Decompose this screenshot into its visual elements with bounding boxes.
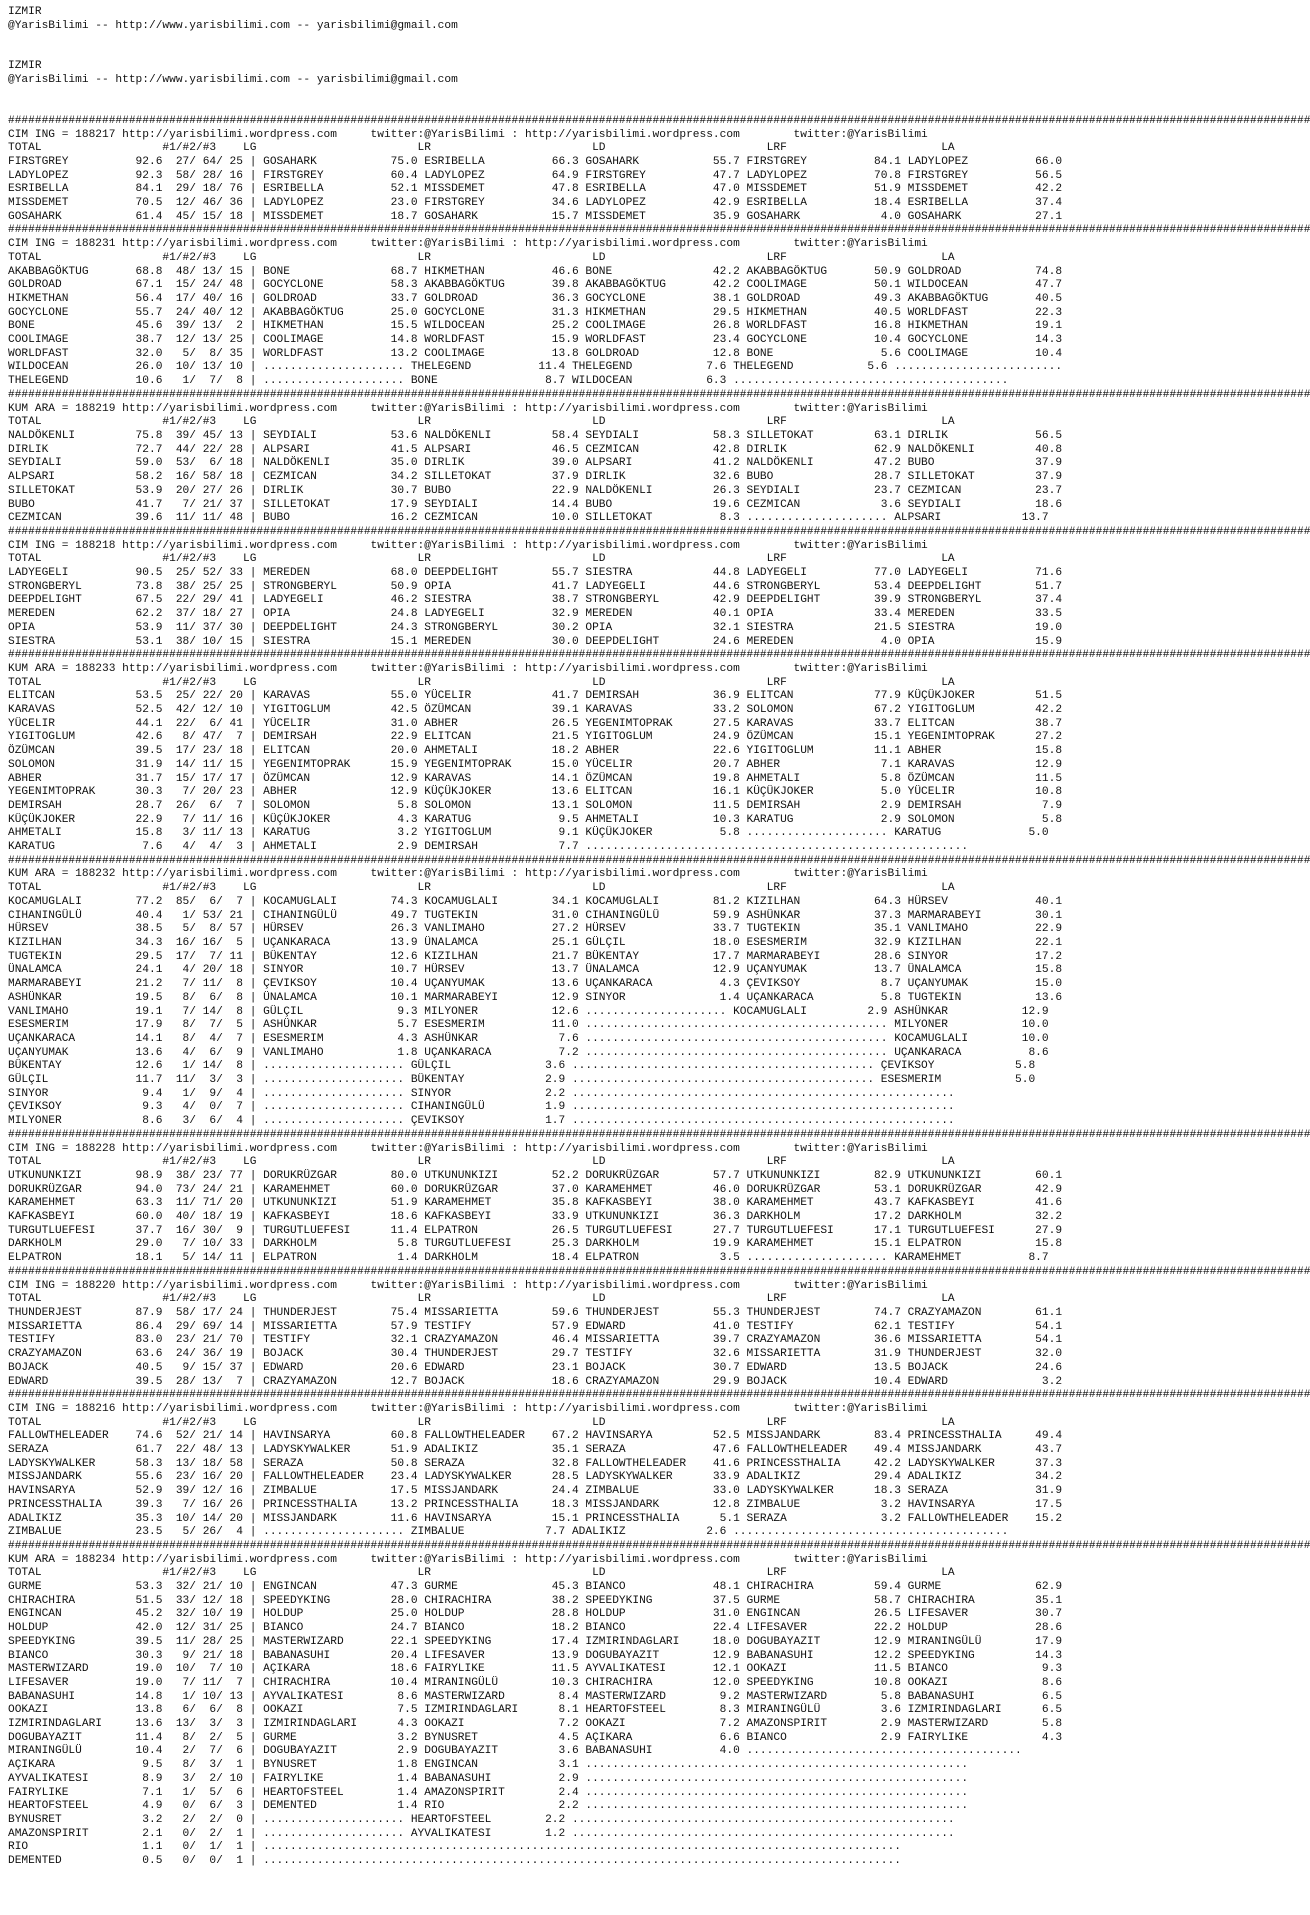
header-city-repeat: IZMIR [8,60,42,73]
header-credit: @YarisBilimi -- http://www.yarisbilimi.com -- yarisbilimi@gmail.com [8,19,458,32]
spacer [8,33,1072,60]
spacer [8,88,1072,115]
header-credit-repeat: @YarisBilimi -- http://www.yarisbilimi.com -- yarisbilimi@gmail.com [8,74,458,87]
header-city: IZMIR [8,6,42,18]
race-results-text: ################################################################################################################################################################################################## CIM ING = 188217 http://yarisbilimi.wordpress.com twitter:@YarisBilimi : http://yarisbilimi.wordpress.com twitter:@YarisBilimi TOTAL #1/#2/#3 LG LR LD LRF LA FIRSTGREY 92.6 27/ 64/ 25 | GOSAHARK 75.0 ESRIBELLA 66.3 GOSAHARK 55.7 FIRSTGREY 84.1 LADYLOPEZ 66.0 LADYLOPEZ 92.3 58/ 28/ 16 | FIRSTGREY 60.4 LADYLOPEZ 64.9 FIRSTGREY 47.7 LADYLOPEZ 70.8 FIRSTGREY 56.5 ESRIBELLA 84.1 29/ 18/ 76 | ESRIBELLA 52.1 MISSDEMET 47.8 ESRIBELLA 47.0 MISSDEMET 51.9 MISSDEMET 42.2 MISSDEMET 70.5 12/ 46/ 36 | LADYLOPEZ 23.0 FIRSTGREY 34.6 LADYLOPEZ 42.9 ESRIBELLA 18.4 ESRIBELLA 37.4 GOSAHARK 61.4 45/ 15/ 18 | MISSDEMET 18.7 GOSAHARK 15.7 MISSDEMET 35.9 GOSAHARK 4.0 GOSAHARK 27.1 ################################################################################################################################################################################################## CIM ING = 188231 http://yarisbilimi.wordpress.com twitter:@YarisBilimi : http://yarisbilimi.wordpress.com twitter:@YarisBilimi TOTAL #1/#2/#3 LG LR LD LRF LA AKABBAGÖKTUG 68.8 48/ 13/ 15 | BONE 68.7 HIKMETHAN 46.6 BONE 42.2 AKABBAGÖKTUG 50.9 GOLDROAD 74.8 GOLDROAD 67.1 15/ 24/ 48 | GOCYCLONE 58.3 AKABBAGÖKTUG 39.8 AKABBAGÖKTUG 42.2 COOLIMAGE 50.1 WILDOCEAN 47.7 HIKMETHAN 56.4 17/ 40/ 16 | GOLDROAD 33.7 GOLDROAD 36.3 GOCYCLONE 38.1 GOLDROAD 49.3 AKABBAGÖKTUG 40.5 GOCYCLONE 55.7 24/ 40/ 12 | AKABBAGÖKTUG 25.0 GOCYCLONE 31.3 HIKMETHAN 29.5 HIKMETHAN 40.5 WORLDFAST 22.3 BONE 45.6 39/ 13/ 2 | HIKMETHAN 15.5 WILDOCEAN 25.2 COOLIMAGE 26.8 WORLDFAST 16.8 HIKMETHAN 19.1 COOLIMAGE 38.7 12/ 13/ 25 | COOLIMAGE 14.8 WORLDFAST 15.9 WORLDFAST 23.4 GOCYCLONE 10.4 GOCYCLONE 14.3 WORLDFAST 32.0 5/ 8/ 35 | WORLDFAST 13.2 COOLIMAGE 13.8 GOLDROAD 12.8 BONE 5.6 COOLIMAGE 10.4 WILDOCEAN 26.0 10/ 13/ 10 | ..................... THELEGEND 11.4 THELEGEND 7.6 THELEGEND 5.6 ......................... THELEGEND 10.6 1/ 7/ 8 | ..................... BONE 8.7 WILDOCEAN 6.3 ......................................... ################################################################################################################################################################################################## KUM ARA = 188219 http://yarisbilimi.wordpress.com twitter:@YarisBilimi : http://yarisbilimi.wordpress.com twitter:@YarisBilimi TOTAL #1/#2/#3 LG LR LD LRF LA NALDÖKENLI 75.8 39/ 45/ 13 | SEYDIALI 53.6 NALDÖKENLI 58.4 SEYDIALI 58.3 SILLETOKAT 63.1 DIRLIK 56.5 DIRLIK 72.7 44/ 22/ 28 | ALPSARI 41.5 ALPSARI 46.5 CEZMICAN 42.8 DIRLIK 62.9 NALDÖKENLI 40.8 SEYDIALI 59.0 53/ 6/ 18 | NALDÖKENLI 35.0 DIRLIK 39.0 ALPSARI 41.2 NALDÖKENLI 47.2 BUBO 37.9 ALPSARI 58.2 16/ 58/ 18 | CEZMICAN 34.2 SILLETOKAT 37.9 DIRLIK 32.6 BUBO 28.7 SILLETOKAT 37.9 SILLETOKAT 53.9 20/ 27/ 26 | DIRLIK 30.7 BUBO 22.9 NALDÖKENLI 26.3 SEYDIALI 23.7 CEZMICAN 23.7 BUBO 41.7 7/ 21/ 37 | SILLETOKAT 17.9 SEYDIALI 14.4 BUBO 19.6 CEZMICAN 3.6 SEYDIALI 18.6 CEZMICAN 39.6 11/ 11/ 48 | BUBO 16.2 CEZMICAN 10.0 SILLETOKAT 8.3 ..................... ALPSARI 13.7 ################################################################################################################################################################################################## CIM ING = 188218 http://yarisbilimi.wordpress.com twitter:@YarisBilimi : http://yarisbilimi.wordpress.com twitter:@YarisBilimi TOTAL #1/#2/#3 LG LR LD LRF LA LADYEGELI 90.5 25/ 52/ 33 | MEREDEN 68.0 DEEPDELIGHT 55.7 SIESTRA 44.8 LADYEGELI 77.0 LADYEGELI 71.6 STRONGBERYL 73.8 38/ 25/ 25 | STRONGBERYL 50.9 OPIA 41.7 LADYEGELI 44.6 STRONGBERYL 53.4 DEEPDELIGHT 51.7 DEEPDELIGHT 67.5 22/ 29/ 41 | LADYEGELI 46.2 SIESTRA 38.7 STRONGBERYL 42.9 DEEPDELIGHT 39.9 STRONGBERYL 37.4 MEREDEN 62.2 37/ 18/ 27 | OPIA 24.8 LADYEGELI 32.9 MEREDEN 40.1 OPIA 33.4 MEREDEN 33.5 OPIA 53.9 11/ 37/ 30 | DEEPDELIGHT 24.3 STRONGBERYL 30.2 OPIA 32.1 SIESTRA 21.5 SIESTRA 19.0 SIESTRA 53.1 38/ 10/ 15 | SIESTRA 15.1 MEREDEN 30.0 DEEPDELIGHT 24.6 MEREDEN 4.0 OPIA 15.9 ################################################################################################################################################################################################## KUM ARA = 188233 http://yarisbilimi.wordpress.com twitter:@YarisBilimi : http://yarisbilimi.wordpress.com twitter:@YarisBilimi TOTAL #1/#2/#3 LG LR LD LRF LA ELITCAN 53.5 25/ 22/ 20 | KARAVAS 55.0 YÜCELIR 41.7 DEMIRSAH 36.9 ELITCAN 77.9 KÜÇÜKJOKER 51.5 KARAVAS 52.5 42/ 12/ 10 | YIGITOGLUM 42.5 ÖZÜMCAN 39.1 KARAVAS 33.2 SOLOMON 67.2 YIGITOGLUM 42.2 YÜCELIR 44.1 22/ 6/ 41 | YÜCELIR 31.0 ABHER 26.5 YEGENIMTOPRAK 27.5 KARAVAS 33.7 ELITCAN 38.7 YIGITOGLUM 42.6 8/ 47/ 7 | DEMIRSAH 22.9 ELITCAN 21.5 YIGITOGLUM 24.9 ÖZÜMCAN 15.1 YEGENIMTOPRAK 27.2 ÖZÜMCAN 39.5 17/ 23/ 18 | ELITCAN 20.0 AHMETALI 18.2 ABHER 22.6 YIGITOGLUM 11.1 ABHER 15.8 SOLOMON 31.9 14/ 11/ 15 | YEGENIMTOPRAK 15.9 YEGENIMTOPRAK 15.0 YÜCELIR 20.7 ABHER 7.1 KARAVAS 12.9 ABHER 31.7 15/ 17/ 17 | ÖZÜMCAN 12.9 KARAVAS 14.1 ÖZÜMCAN 19.8 AHMETALI 5.8 ÖZÜMCAN 11.5 YEGENIMTOPRAK 30.3 7/ 20/ 23 | ABHER 12.9 KÜÇÜKJOKER 13.6 ELITCAN 16.1 KÜÇÜKJOKER 5.0 YÜCELIR 10.8 DEMIRSAH 28.7 26/ 6/ 7 | SOLOMON 5.8 SOLOMON 13.1 SOLOMON 11.5 DEMIRSAH 2.9 DEMIRSAH 7.9 KÜÇÜKJOKER 22.9 7/ 11/ 16 | KÜÇÜKJOKER 4.3 KARATUG 9.5 AHMETALI 10.3 KARATUG 2.9 SOLOMON 5.8 AHMETALI 15.8 3/ 11/ 13 | KARATUG 3.2 YIGITOGLUM 9.1 KÜÇÜKJOKER 5.8 ..................... KARATUG 5.0 KARATUG 7.6 4/ 4/ 3 | AHMETALI 2.9 DEMIRSAH 7.7 ......................................................... ################################################################################################################################################################################################## KUM ARA = 188232 http://yarisbilimi.wordpress.com twitter:@YarisBilimi : http://yarisbilimi.wordpress.com twitter:@YarisBilimi TOTAL #1/#2/#3 LG LR LD LRF LA KOCAMUGLALI 77.2 85/ 6/ 7 | KOCAMUGLALI 74.3 KOCAMUGLALI 34.1 KOCAMUGLALI 81.2 KIZILHAN 64.3 HÜRSEV 40.1 CIHANINGÜLÜ 40.4 1/ 53/ 21 | CIHANINGÜLÜ 49.7 TUGTEKIN 31.0 CIHANINGÜLÜ 59.9 ASHÜNKAR 37.3 MARMARABEYI 30.1 HÜRSEV 38.5 5/ 8/ 57 | HÜRSEV 26.3 VANLIMAHO 27.2 HÜRSEV 33.7 TUGTEKIN 35.1 VANLIMAHO 22.9 KIZILHAN 34.3 16/ 16/ 5 | UÇANKARACA 13.9 ÜNALAMCA 25.1 GÜLÇIL 18.0 ESESMERIM 32.9 KIZILHAN 22.1 TUGTEKIN 29.5 17/ 7/ 11 | BÜKENTAY 12.6 KIZILHAN 21.7 BÜKENTAY 17.7 MARMARABEYI 28.6 SINYOR 17.2 ÜNALAMCA 24.1 4/ 20/ 18 | SINYOR 10.7 HÜRSEV 13.7 ÜNALAMCA 12.9 UÇANYUMAK 13.7 ÜNALAMCA 15.8 MARMARABEYI 21.2 7/ 11/ 8 | ÇEVIKSOY 10.4 UÇANYUMAK 13.6 UÇANKARACA 4.3 ÇEVIKSOY 8.7 UÇANYUMAK 15.0 ASHÜNKAR 19.5 8/ 6/ 8 | ÜNALAMCA 10.1 MARMARABEYI 12.9 SINYOR 1.4 UÇANKARACA 5.8 TUGTEKIN 13.6 VANLIMAHO 19.1 7/ 14/ 8 | GÜLÇIL 9.3 MILYONER 12.6 ..................... KOCAMUGLALI 2.9 ASHÜNKAR 12.9 ESESMERIM 17.9 8/ 7/ 5 | ASHÜNKAR 5.7 ESESMERIM 11.0 ............................................. MILYONER 10.0 UÇANKARACA 14.1 8/ 4/ 7 | ESESMERIM 4.3 ASHÜNKAR 7.6 ............................................. KOCAMUGLALI 10.0 UÇANYUMAK 13.6 4/ 6/ 9 | VANLIMAHO 1.8 UÇANKARACA 7.2 ............................................. UÇANKARACA 8.6 BÜKENTAY 12.6 1/ 14/ 8 | ..................... GÜLÇIL 3.6 ............................................. ÇEVIKSOY 5.8 GÜLÇIL 11.7 11/ 3/ 3 | ..................... BÜKENTAY 2.9 ............................................. ESESMERIM 5.0 SINYOR 9.4 1/ 9/ 4 | ..................... SINYOR 2.2 ......................................................... ÇEVIKSOY 9.3 4/ 0/ 7 | ..................... CIHANINGÜLÜ 1.9 ......................................................... MILYONER 8.6 3/ 6/ 4 | ..................... ÇEVIKSOY 1.7 ......................................................... ################################################################################################################################################################################################## CIM ING = 188228 http://yarisbilimi.wordpress.com twitter:@YarisBilimi : http://yarisbilimi.wordpress.com twitter:@YarisBilimi TOTAL #1/#2/#3 LG LR LD LRF LA UTKUNUNKIZI 98.9 38/ 23/ 77 | DORUKRÜZGAR 80.0 UTKUNUNKIZI 52.2 DORUKRÜZGAR 57.7 UTKUNUNKIZI 82.9 UTKUNUNKIZI 60.1 DORUKRÜZGAR 94.0 73/ 24/ 21 | KARAMEHMET 60.0 DORUKRÜZGAR 37.0 KARAMEHMET 46.0 DORUKRÜZGAR 53.1 DORUKRÜZGAR 42.9 KARAMEHMET 63.3 11/ 71/ 20 | UTKUNUNKIZI 51.9 KARAMEHMET 35.8 KAFKASBEYI 38.0 KARAMEHMET 43.7 KAFKASBEYI 41.6 KAFKASBEYI 60.0 40/ 18/ 19 | KAFKASBEYI 18.6 KAFKASBEYI 33.9 UTKUNUNKIZI 36.3 DARKHOLM 17.2 DARKHOLM 32.2 TURGUTLUEFESI 37.7 16/ 30/ 9 | TURGUTLUEFESI 11.4 ELPATRON 26.5 TURGUTLUEFESI 27.7 TURGUTLUEFESI 17.1 TURGUTLUEFESI 27.9 DARKHOLM 29.0 7/ 10/ 33 | DARKHOLM 5.8 TURGUTLUEFESI 25.3 DARKHOLM 19.9 KARAMEHMET 15.1 ELPATRON 15.8 ELPATRON 18.1 5/ 14/ 11 | ELPATRON 1.4 DARKHOLM 18.4 ELPATRON 3.5 ..................... KARAMEHMET 8.7 ################################################################################################################################################################################################## CIM ING = 188220 http://yarisbilimi.wordpress.com twitter:@YarisBilimi : http://yarisbilimi.wordpress.com twitter:@YarisBilimi TOTAL #1/#2/#3 LG LR LD LRF LA THUNDERJEST 87.9 58/ 17/ 24 | THUNDERJEST 75.4 MISSARIETTA 59.6 THUNDERJEST 55.3 THUNDERJEST 74.7 CRAZYAMAZON 61.1 MISSARIETTA 86.4 29/ 69/ 14 | MISSARIETTA 57.9 TESTIFY 57.9 EDWARD 41.0 TESTIFY 62.1 TESTIFY 54.1 TESTIFY 83.0 23/ 21/ 70 | TESTIFY 32.1 CRAZYAMAZON 46.4 MISSARIETTA 39.7 CRAZYAMAZON 36.6 MISSARIETTA 54.1 CRAZYAMAZON 63.6 24/ 36/ 19 | BOJACK 30.4 THUNDERJEST 29.7 TESTIFY 32.6 MISSARIETTA 31.9 THUNDERJEST 32.0 BOJACK 40.5 9/ 15/ 37 | EDWARD 20.6 EDWARD 23.1 BOJACK 30.7 EDWARD 13.5 BOJACK 24.6 EDWARD 39.5 28/ 13/ 7 | CRAZYAMAZON 12.7 BOJACK 18.6 CRAZYAMAZON 29.9 BOJACK 10.4 EDWARD 3.2 ################################################################################################################################################################################################## CIM ING = 188216 http://yarisbilimi.wordpress.com twitter:@YarisBilimi : http://yarisbilimi.wordpress.com twitter:@YarisBilimi TOTAL #1/#2/#3 LG LR LD LRF LA FALLOWTHELEADER 74.6 52/ 21/ 14 | HAVINSARYA 60.8 FALLOWTHELEADER 67.2 HAVINSARYA 52.5 MISSJANDARK 83.4 PRINCESSTHALIA 49.4 SERAZA 61.7 22/ 48/ 13 | LADYSKYWALKER 51.9 ADALIKIZ 35.1 SERAZA 47.6 FALLOWTHELEADER 49.4 MISSJANDARK 43.7 LADYSKYWALKER 58.3 13/ 18/ 58 | SERAZA 50.8 SERAZA 32.8 FALLOWTHELEADER 41.6 PRINCESSTHALIA 42.2 LADYSKYWALKER 37.3 MISSJANDARK 55.6 23/ 16/ 20 | FALLOWTHELEADER 23.4 LADYSKYWALKER 28.5 LADYSKYWALKER 33.9 ADALIKIZ 29.4 ADALIKIZ 34.2 HAVINSARYA 52.9 39/ 12/ 16 | ZIMBALUE 17.5 MISSJANDARK 24.4 ZIMBALUE 33.0 LADYSKYWALKER 18.3 SERAZA 31.9 PRINCESSTHALIA 39.3 7/ 16/ 26 | PRINCESSTHALIA 13.2 PRINCESSTHALIA 18.3 MISSJANDARK 12.8 ZIMBALUE 3.2 HAVINSARYA 17.5 ADALIKIZ 35.3 10/ 14/ 20 | MISSJANDARK 11.6 HAVINSARYA 15.1 PRINCESSTHALIA 5.1 SERAZA 3.2 FALLOWTHELEADER 15.2 ZIMBALUE 23.5 5/ 26/ 4 | ..................... ZIMBALUE 7.7 ADALIKIZ 2.6 ......................................... ################################################################################################################################################################################################## KUM ARA = 188234 http://yarisbilimi.wordpress.com twitter:@YarisBilimi : http://yarisbilimi.wordpress.com twitter:@YarisBilimi TOTAL #1/#2/#3 LG LR LD LRF LA GURME 53.3 32/ 21/ 10 | ENGINCAN 47.3 GURME 45.3 BIANCO 48.1 CHIRACHIRA 59.4 GURME 62.9 CHIRACHIRA 51.5 33/ 12/ 18 | SPEEDYKING 28.0 CHIRACHIRA 38.2 SPEEDYKING 37.5 GURME 58.7 CHIRACHIRA 35.1 ENGINCAN 45.2 32/ 10/ 19 | HOLDUP 25.0 HOLDUP 28.8 HOLDUP 31.0 ENGINCAN 26.5 LIFESAVER 30.7 HOLDUP 42.0 12/ 31/ 25 | BIANCO 24.7 BIANCO 18.2 BIANCO 22.4 LIFESAVER 22.2 HOLDUP 28.6 SPEEDYKING 39.5 11/ 28/ 25 | MASTERWIZARD 22.1 SPEEDYKING 17.4 IZMIRINDAGLARI 18.0 DOGUBAYAZIT 12.9 MIRANINGÜLÜ 17.9 BIANCO 30.3 9/ 21/ 18 | BABANASUHI 20.4 LIFESAVER 13.9 DOGUBAYAZIT 12.9 BABANASUHI 12.2 SPEEDYKING 14.3 MASTERWIZARD 19.0 10/ 7/ 10 | AÇIKARA 18.6 FAIRYLIKE 11.5 AYVALIKATESI 12.1 OOKAZI 11.5 BIANCO 9.3 LIFESAVER 19.0 7/ 11/ 7 | CHIRACHIRA 10.4 MIRANINGÜLÜ 10.3 CHIRACHIRA 12.0 SPEEDYKING 10.8 OOKAZI 8.6 BABANASUHI 14.8 1/ 10/ 13 | AYVALIKATESI 8.6 MASTERWIZARD 8.4 MASTERWIZARD 9.2 MASTERWIZARD 5.8 BABANASUHI 6.5 OOKAZI 13.8 6/ 6/ 8 | OOKAZI 7.5 IZMIRINDAGLARI 8.1 HEARTOFSTEEL 8.3 MIRANINGÜLÜ 3.6 IZMIRINDAGLARI 6.5 IZMIRINDAGLARI 13.6 13/ 3/ 3 | IZMIRINDAGLARI 4.3 OOKAZI 7.2 OOKAZI 7.2 AMAZONSPIRIT 2.9 MASTERWIZARD 5.8 DOGUBAYAZIT 11.4 8/ 2/ 5 | GURME 3.2 BYNUSRET 4.5 AÇIKARA 6.6 BIANCO 2.9 FAIRYLIKE 4.3 MIRANINGÜLÜ 10.4 2/ 7/ 6 | DOGUBAYAZIT 2.9 DOGUBAYAZIT 3.6 BABANASUHI 4.0 ......................................... AÇIKARA 9.5 8/ 3/ 1 | BYNUSRET 1.8 ENGINCAN 3.1 ......................................................... AYVALIKATESI 8.9 3/ 2/ 10 | FAIRYLIKE 1.4 BABANASUHI 2.9 ......................................................... FAIRYLIKE 7.1 1/ 5/ 6 | HEARTOFSTEEL 1.4 AMAZONSPIRIT 2.4 ......................................................... HEARTOFSTEEL 4.9 0/ 6/ 3 | DEMENTED 1.4 RIO 2.2 ......................................................... BYNUSRET 3.2 2/ 2/ 0 | ..................... HEARTOFSTEEL 2.2 ......................................................... AMAZONSPIRIT 2.1 0/ 2/ 1 | ..................... AYVALIKATESI 1.2 ......................................................... RIO 1.1 0/ 1/ 1 | ............................................................................................... DEMENTED 0.5 0/ 0/ 1 | ............................................................................................... [8,114,1310,1868]
